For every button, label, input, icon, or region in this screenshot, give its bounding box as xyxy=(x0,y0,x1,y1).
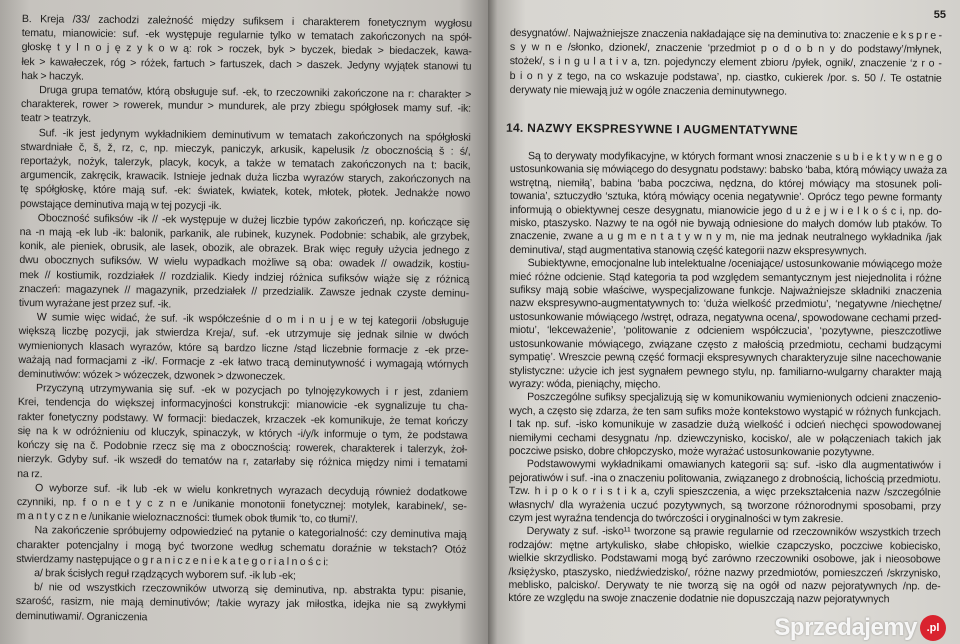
section-heading: 14. NAZWY EKSPRESYWNE I AUGMENTATYWNE xyxy=(505,120,799,138)
text-line: deminutiva/, stąd augmentativa stanowią część kategorii nazw ekspresywnych. xyxy=(509,243,867,258)
text-line: Druga grupa tematów, którą obsługuje suf. -ek, to rzeczowniki zakończone na r: charakter > xyxy=(39,84,472,101)
text-line: większą liczbę pozycji, jak stwierdza Kreja/, suf. -ek utrzymuje się jednak silnie w dwóch xyxy=(18,325,469,343)
text-line: m a n t y c z n e /unikanie wieloznaczności: tłumek obok tłumik ‘to, co tłumi’/. xyxy=(16,510,358,526)
text-line: Derywaty z suf. -isko¹¹ tworzone są prawie regularnie od rzeczowników wszystkich trzech xyxy=(526,525,941,539)
text-line: charakterek, rower > rowerek, mundur > mundurek, ale przy zbiegu spółgłosek mamy suf. -ik: xyxy=(20,98,472,115)
paragraph xyxy=(18,310,469,386)
text-line: kończy się na č. Podobnie rzecz się ma z obocznością: rowerek, charakterek i talerzyk, żoł- xyxy=(17,439,468,456)
text-line: meblisko, palcisko/. Derywaty te nie tworzą się na ogół od nazw pejoratywnych /np. de- xyxy=(508,578,941,593)
text-line: B. Kreja /33/ zachodzi zależność między sufiksem i charakterem fonetycznym wygłosu xyxy=(21,12,472,30)
text-line: sympatię’. Wreszcie pewną część formacji ekspresywnych charakteryzuje silne nacechowanie xyxy=(509,351,942,365)
right-page-intro-text xyxy=(510,26,942,100)
text-line: stylistyczne: użycie ich jest sygnałem pewnego stylu, np. familiarno-wulgarny charakter mają xyxy=(509,364,942,379)
text-line: /księżysko, ptaszysko, niedźwiedzisko/, różne nazwy przedmiotów, pomieszczeń /skrzynisko, xyxy=(508,565,941,580)
text-line: mieć różne odcienie. Stąd kategoria ta pod względem semantycznym jest niejednolita i różne xyxy=(509,270,942,285)
paragraph xyxy=(21,12,472,88)
text-line: Są to derywaty modyfikacyjne, w których formant wnosi znaczenie s u b i e k t y w n e g o xyxy=(527,150,942,164)
text-line: niemiłymi cechami desygnatu /np. dziewczynisko, kocisko/, ale w połączeniach takich jak xyxy=(508,431,942,446)
page-number: 55 xyxy=(933,9,946,21)
text-line: znaczenie, zwane a u g m e n t a t y w n y m, nie ma jednak neutralnego wykładnika /jak xyxy=(509,230,942,244)
text-line: stożek/, s i n g u l a t i v a, tzn. pojedynczy element zbioru /pyłek, ognik/, znaczenie ‘z r o - xyxy=(509,55,942,71)
text-line: a/ brak ścisłych reguł rządzących wyborem suf. -ik lub -ek; xyxy=(34,567,296,582)
text-line: misko, ptaszysko. Nazwy te na ogół nie bywają odniesione do małych domów lub ptaków. To xyxy=(509,217,942,231)
right-page-section-text xyxy=(508,150,947,607)
text-line: rakter fonetyczny podstawy. W formacji: biedaczek, krzaczek -ek komunikuje, że temat kończy xyxy=(17,410,468,428)
text-line: Podstawowymi wykładnikami omawianych kategorii są: suf. -isko dla augmentatiwów i xyxy=(526,458,941,472)
text-line: hak > haczyk. xyxy=(21,69,84,83)
paragraph xyxy=(21,83,471,130)
text-line: Krei, tendencja do większej informacyjności konstrukcji: mianowicie -ek sygnalizuje tu cha- xyxy=(17,396,468,414)
text-line: teatr > teatrzyk. xyxy=(20,112,92,126)
text-line: Tzw. h i p o k o r i s t i k a, czyli spieszczenia, a więc przekształcenia nazw /szczególnie xyxy=(508,485,941,499)
paragraph xyxy=(17,381,468,485)
paragraph xyxy=(510,26,942,100)
text-line: desygnatów/. Najważniejsze znaczenia nakładające się na deminutiva to: znaczenie e k s p r e - xyxy=(509,26,942,42)
text-line: na -n mają -ek lub -ik: balonik, parkanik, ale rubinek, kuzynek. Podobnie: schabik, ale grzybek, xyxy=(19,226,470,243)
text-line: argumencik, zakręcik, krawacik. Istnieje jednak duża liczba wyrazów starych, zakończonych na xyxy=(20,169,471,186)
text-line: Poszczególne sufiksy specjalizują się w komunikowaniu wymienionych odcieni znaczenio- xyxy=(527,391,942,405)
text-line: Subiektywne, emocjonalne lub intelektualne /oceniające/ ustosunkowanie mówiącego może xyxy=(527,257,943,271)
text-line: poczciwe psisko, dobre chłopczysko, może wyrażać ustosunkowanie pozytywne. xyxy=(508,444,875,459)
text-line: W sumie więc widać, że suf. -ik współcześnie d o m i n u j e w tej kategorii /obsługuje xyxy=(36,311,469,328)
left-page-text xyxy=(16,12,472,627)
text-line: ustosunkowanie mówiącego /wstręt, odraza, negatywna ocena/, spowodowane cechami przed- xyxy=(509,310,942,325)
text-line: nierzyk. Gdyby suf. -ik wszedł do tematów na r, zatarłaby się różnica między nimi i tematami xyxy=(17,453,468,470)
text-line: I tak np. suf. -isko komunikuje w zasadzie dużą wielkość i odcień niechęci spowodowanej xyxy=(509,418,942,432)
text-line: głoskę t y l n o j ę z y k o w ą: rok > roczek, byk > byczek, biedak > biedaczek, kawa- xyxy=(21,41,472,59)
paragraph xyxy=(16,580,466,627)
text-line: szarość, rasizm, nie mają deminutivów; /takie wyrazy jak miłostka, idejka nie są zwykłymi xyxy=(15,595,466,613)
text-line: nazw ekspresywno-augmentatywnych to: ‘duża wielkość przedmiotu’, ‘negatywne /niechętne/ xyxy=(509,297,942,311)
text-line: łek > kawałeczek, róg > różek, fartuch > fartuszek, dach > daszek. Jedyny wyjątek stanowi tu xyxy=(21,55,472,73)
text-line: wyrazy: wóda, pieniąchy, mięcho. xyxy=(509,377,661,391)
paragraph xyxy=(508,525,940,607)
right-page xyxy=(488,0,960,644)
text-line: sufiksy mają sobie właściwe, wyspecjalizowane funkcje. Najważniejsze składniki znaczenia xyxy=(509,284,942,298)
text-line: tematu, mianowicie: suf. -ek występuje regularnie tylko w tematach zakończonych na spół- xyxy=(21,27,472,44)
text-line: mek // kostiumik, rozdziałek // rozdzialik. Kiedy indziej różnica sufiksów wiąże się z różnicą xyxy=(19,268,470,286)
paragraph xyxy=(509,257,941,393)
paragraph xyxy=(16,523,466,570)
text-line: b i o n y z tego, na co wskazuje podstawa’, np. ciastko, cukierek /por. s. 50 /. Te ostatnie xyxy=(509,69,942,85)
paragraph xyxy=(20,126,471,216)
text-line: derywaty nie miewają już w ogóle znaczenia deminutywnego. xyxy=(509,83,787,98)
paragraph xyxy=(509,150,947,259)
text-line: tivum wyrażane jest przez suf. -ik. xyxy=(18,297,172,311)
text-line: się na k w odróżnieniu od kluczyk, spinaczyk, w których -i/y/k informuje o tym, że podstawa xyxy=(17,424,468,442)
text-line: s y w n e /słonko, dzionek/, znaczenie ‘przedmiot p o d o b n y do podstawy’/młynek, xyxy=(509,41,942,56)
text-line: Na zakończenie spróbujemy odpowiedzieć na pytanie o kategorialność: czy deminutiva mają xyxy=(34,524,467,541)
text-line: wych, a często się zdarza, że ten sam sufiks może kontekstowo wystąpić w różnych funkcjach. xyxy=(509,404,942,419)
text-line: wymienionych klasach wyrazów, które są bardzo liczne /stąd liczebnie formacje z -ek prze- xyxy=(18,339,469,357)
text-line: tę spółgłoskę, które mają suf. -ek: światek, kwiatek, kotek, młotek, płotek. Jednakże nowo xyxy=(20,183,471,201)
text-line: O wyborze suf. -ik lub -ek w wielu konkretnych wyrazach decydują również dodatkowe xyxy=(34,481,468,499)
watermark-text: Sprzedajemy xyxy=(774,614,917,641)
text-line: deminutiwów: wózek > wózeczek, dzwonek > dzwoneczek. xyxy=(18,368,286,383)
text-line: towania’, sztuczydło ‘sztuka, którą mówiący ocenia negatywnie’. Oprócz tego pewne formanty xyxy=(509,190,942,204)
text-line: informują o obiektywnej cesze desygnatu, mianowicie jego d u ż e j w i e l k o ś c i, np. do- xyxy=(509,203,942,218)
text-line: stwardniałe č, š, ž, rz, c, np. mieczyk, paniczyk, arkusik, kapelusik /z obocznością š : ś/, xyxy=(20,140,471,158)
text-line: Suf. -ik jest jedynym wykładnikiem deminutivum w tematach zakończonych na spółgłoski xyxy=(38,126,471,144)
text-line: deminutiwami/. Ograniczenia xyxy=(15,609,148,623)
text-line: Przyczyną utrzymywania się suf. -ek w pozycjach po tylnojęzykowych i r jest, zdaniem xyxy=(35,382,469,399)
text-line: wielkie skrzydlisko. Podstawami mogą być zarówno rzeczowniki osobowe, jak i nieosobowe xyxy=(508,552,941,566)
text-line: b/ nie od wszystkich rzeczowników utworzą się deminutiva, np. abstrakta typu: pisanie, xyxy=(33,581,467,598)
text-line: charakter potencjalny i mogą być tworzone według schematu doraźnie w tekstach? Otóż xyxy=(16,538,467,556)
text-line: reportażyk, nożyk, talerzyk, placyk, kocyk, a także w tematach zakończonych na t: bacik, xyxy=(20,155,471,172)
text-line: ustosunkowania się mówiącego do desygnatu podstawy: babsko ‘baba, którą mówiący uważa za xyxy=(509,163,947,177)
watermark-logo xyxy=(774,614,946,642)
text-line: Oboczność sufiksów -ik // -ek występuje w dużej liczbie typów zakończeń, np. kończące się xyxy=(37,212,470,229)
text-line: znaczeń: magazynek // magazynik, przedziałek // przedzialik. Zawsze jednak czyste deminu- xyxy=(19,282,470,300)
text-line: miotu’, ‘lekceważenie’, ‘politowanie z odcieniem współczucia’, ‘pozytywne, pieszczotliwe xyxy=(509,324,942,338)
text-line: rodzajów: mętne artykulisko, słabe chłopisko, wielkie czapczysko, poczciwe kobiecisko, xyxy=(508,538,941,553)
text-line: czym jest wyraźna tendencja do twórczości i oryginalności w tym zakresie. xyxy=(508,511,844,526)
paragraph xyxy=(17,481,467,528)
text-line: wstrętną, niemiłą’, babina ‘baba poczciwa, nędzna, do której mówiący ma stosunek poli- xyxy=(509,176,942,191)
text-line: ustosunkowanie mówiącego, związane często z małością przedmiotu, cechami budzącymi xyxy=(509,337,942,352)
text-line: na rz. xyxy=(17,467,43,480)
watermark-badge: .pl xyxy=(920,615,946,641)
paragraph xyxy=(19,211,470,315)
text-line: konik, ale pieniek, obrusik, ale lasek, obozik, ale obrazek. Brak więc reguły użycia jednego z xyxy=(19,240,470,257)
text-line: własnych/ dla wyrażenia uczuć pozytywnych, są tworzone różnorodnymi sposobami, przy xyxy=(508,498,941,513)
text-line: czynniki, np. f o n e t y c z n e /unikanie monotonii fonetycznej: motylek, karabinek/, se- xyxy=(16,495,467,513)
text-line: pejoratiwów i suf. -ina o znaczeniu politowania, związanego z drobnością, lichością przedmiotu. xyxy=(508,471,941,486)
text-line: stwierdzamy następujące o g r a n i c z e n i e k a t e g o r i a l n o ś c i: xyxy=(16,552,329,568)
text-line: powstające deminutiva mają w tej pozycji -ik. xyxy=(19,197,222,212)
text-line: ważają nad formacjami z -ik/. Formacje z -ek łatwo tracą deminutywność i wymagają wtórnych xyxy=(18,353,469,371)
text-line: dwu obocznych sufiksów. W wielu wypadkach możliwe są oba: owadek // owadzik, kostiu- xyxy=(19,254,470,272)
text-line: które ze względu na swoje znaczenie dodatnie nie dopuszczają nazw pejoratywnych xyxy=(508,592,890,606)
paragraph xyxy=(509,391,941,460)
paragraph xyxy=(509,458,941,527)
